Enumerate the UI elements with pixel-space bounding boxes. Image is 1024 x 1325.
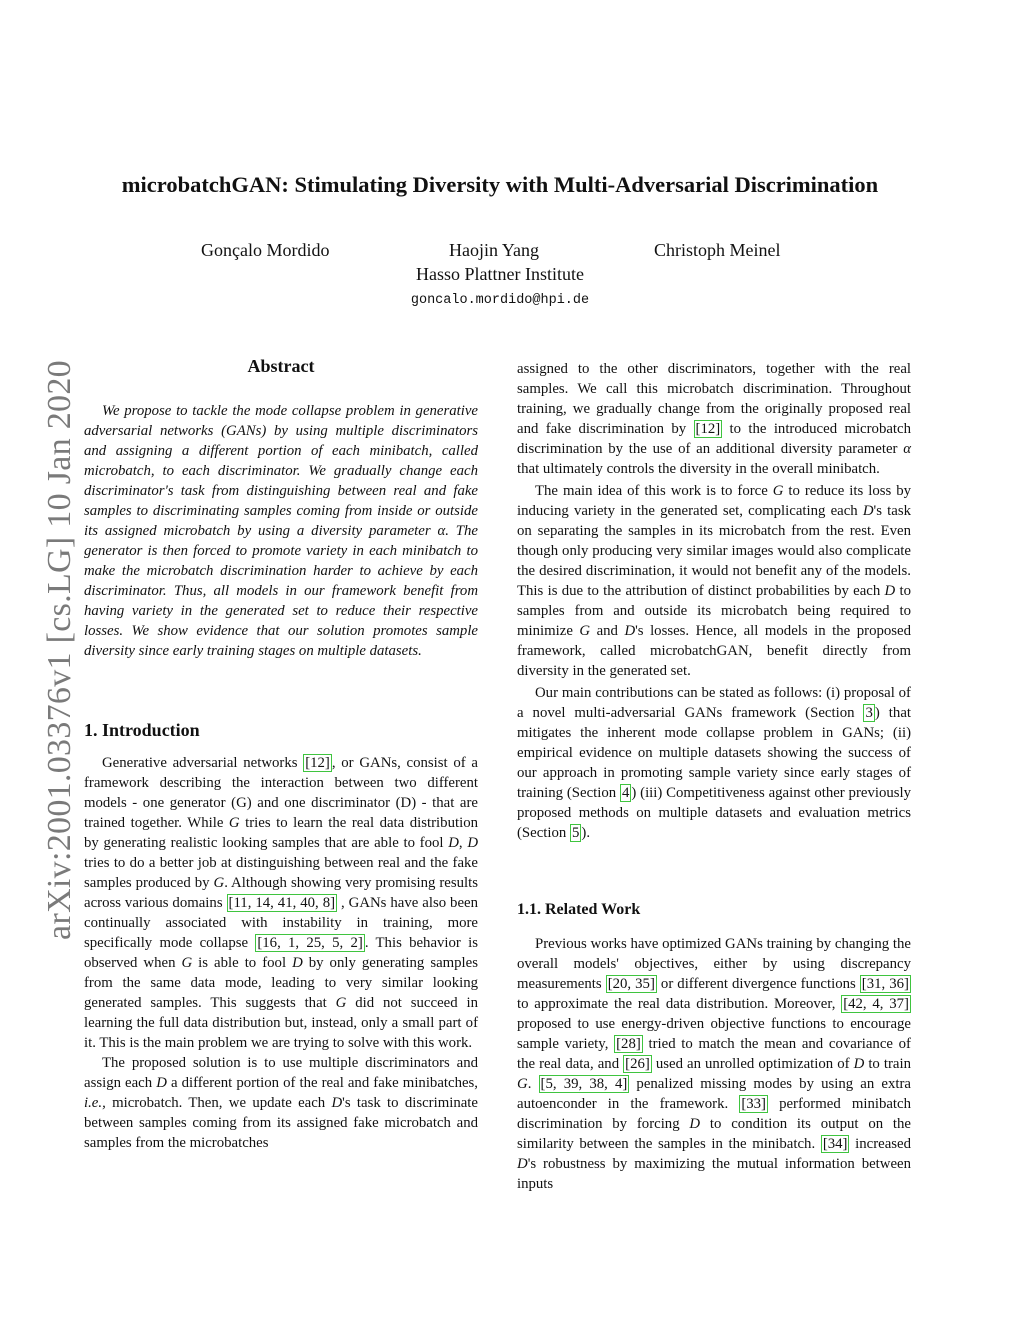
related-work-paragraph: Previous works have optimized GANs training by changing the overall models' objectives, either by using discrepancy measurements [20, 35] or different divergence functions [31, 36] to approximate the real data distribution. Moreover, [42, 4, 37] proposed to use energy-driven objective functions to encourage sample variety, [28] tried to match the mean and covariance of the real data, and [26] used an unrolled optimization of D to train G. [5, 39, 38, 4] penalized missing modes by using an extra autoenconder in the framework. [33] performed minibatch discrimination by forcing D to condition its output on the similarity between the samples in the minibatch. [34] increased D's robustness by maximizing the mutual information between inputs xyxy=(517,936,911,1192)
continued-paragraph: assigned to the other discriminators, together with the real samples. We call this microbatch discrimination. Throughout training, we gradually change from the originally proposed real and fake discrimination by [12] to the introduced microbatch discrimination by the use of an additional diversity parameter α that ultimately controls the diversity in the overall minibatch. xyxy=(517,361,911,477)
citation-link[interactable]: [16, 1, 25, 5, 2] xyxy=(257,935,363,951)
intro-paragraph-1: Generative adversarial networks [12] , or GANs, consist of a framework describing the interaction between two different models - one generator (G) and one discriminator (D) - that are trained together. While G tries to learn the real data distribution by generating realistic looking samples that are able to fool D, D tries to do a better job at distinguishing between real and the fake samples produced by G. Although showing very promising results across various domains [11, 14, 41, 40, 8] , GANs have also been continually associated with instability in training, more specifically mode collapse [16, 1, 25, 5, 2] . This behavior is observed when G is able to fool D by only generating samples from the same data mode, leading to very similar looking generated samples. This suggests that G did not succeed in learning the full data distribution but, instead, only a small part of it. This is the main problem we are trying to solve with this work. xyxy=(84,755,478,1051)
author-3: Christoph Meinel xyxy=(654,240,781,260)
citation-link[interactable]: [42, 4, 37] xyxy=(843,996,909,1012)
introduction-heading: 1. Introduction xyxy=(84,720,200,740)
right-column-body xyxy=(517,359,911,843)
section-link[interactable]: 5 xyxy=(572,825,580,841)
citation-link[interactable]: [12] xyxy=(695,421,721,437)
citation-link[interactable]: [34] xyxy=(822,1136,848,1152)
intro-paragraph-2: The proposed solution is to use multiple discriminators and assign each D a different portion of the real and fake minibatches, i.e., microbatch. Then, we update each D's task to discriminate between samples coming from its assigned fake microbatch and samples from the microbatches xyxy=(84,1055,479,1151)
citation-link[interactable]: [20, 35] xyxy=(607,976,655,992)
abstract-text: We propose to tackle the mode collapse problem in generative adversarial networks (GANs) by using multiple discriminators and assigning a different portion of each minibatch, called microbatch, to each discriminator. We gradually change each discriminator's task from distinguishing between real and fake samples to discriminating samples coming from inside or outside its assigned microbatch by using a diversity parameter α. The generator is then forced to promote variety in each minibatch to make the microbatch discrimination harder to achieve by each discriminator. Thus, all models in our framework benefit from having variety in the generated set to reduce their respective losses. We show evidence that our solution promotes sample diversity since early training stages on multiple datasets. xyxy=(84,403,478,659)
author-2: Haojin Yang xyxy=(449,240,540,260)
citation-link[interactable]: [28] xyxy=(616,1036,641,1052)
introduction-body xyxy=(84,753,478,1153)
related-work-heading: 1.1. Related Work xyxy=(517,901,641,918)
affiliation: Hasso Plattner Institute xyxy=(416,264,584,284)
paper-title: microbatchGAN: Stimulating Diversity with Multi-Adversarial Discrimination xyxy=(121,172,879,197)
citation-link[interactable]: [12] xyxy=(305,755,330,771)
contributions-paragraph: Our main contributions can be stated as follows: (i) proposal of a novel multi-adversarial GANs framework (Section 3 ) that mitigates the inherent mode collapse problem in GANs; (ii) empirical evidence on multiple datasets showing the success of our approach in promoting sample variety since early stages of training (Section 4 ) (iii) Competitiveness against other previously proposed methods on multiple datasets and evaluation metrics (Section 5 ). xyxy=(517,685,912,841)
citation-link[interactable]: [26] xyxy=(625,1056,650,1072)
related-work-body xyxy=(517,934,911,1194)
abstract-body xyxy=(84,401,478,661)
section-link[interactable]: 3 xyxy=(865,705,873,721)
arxiv-stamp: arXiv:2001.03376v1 [cs.LG] 10 Jan 2020 xyxy=(41,360,78,940)
citation-link[interactable]: [11, 14, 41, 40, 8] xyxy=(228,895,336,911)
main-idea-paragraph: The main idea of this work is to force G to reduce its loss by inducing variety in the generated set, complicating each D's task on separating the samples in its microbatch from the rest. Even though only producing very similar images would also complicate the desired discrimination, it would not benefit any of the models. This is due to the attribution of distinct probabilities by each D to samples from and outside its microbatch being required to minimize G and D's losses. Hence, all models in the proposed framework, called microbatchGAN, benefit directly from diversity in the generated set. xyxy=(517,483,911,679)
citation-link[interactable]: [31, 36] xyxy=(861,976,909,992)
author-email: goncalo.mordido@hpi.de xyxy=(410,293,590,308)
citation-link[interactable]: [33] xyxy=(741,1096,766,1112)
abstract-heading: Abstract xyxy=(247,356,315,376)
citation-link[interactable]: [5, 39, 38, 4] xyxy=(540,1076,628,1092)
section-link[interactable]: 4 xyxy=(621,785,630,801)
author-1: Gonçalo Mordido xyxy=(201,240,330,260)
